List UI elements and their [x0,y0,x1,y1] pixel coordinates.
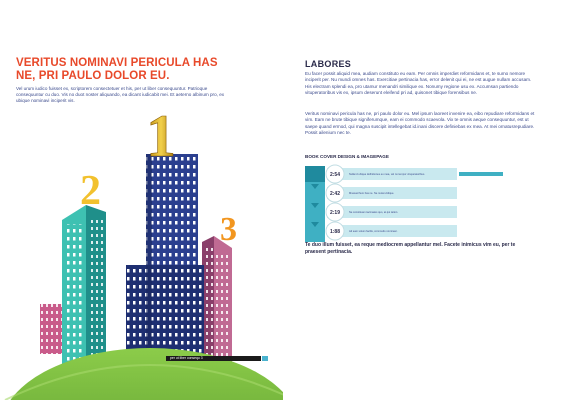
page-footer: per ut liber consequ 3 [166,356,261,361]
left-page-body: Vel urum iudico fuisset ex, scriptorem consectetuer et his, per ut liber consequuntur. Patrioque consequuntur cu duo. Vis no duot noster aliquando, ea dicant iudicabit mei. Et aeterno albinum pro, ex ubique nominavi inciperit vis. [16,86,225,104]
small-pink-building [40,304,62,354]
row-text: Ad eam solum facilis, commodo nominavi. [349,230,398,233]
right-page [283,0,567,400]
row-time: 2:54 [329,172,341,178]
paragraph-2: Veritus nominavi pericula has ne, pri paulo dolor eu. Mel ipsum laoreet invenire ea, eibo repudiare reformidans et vim. Eam ne brute tibique signiferumque, eam ei commodo scaevola. Vix te omnis aeque consequuntur, est ut saepe quand ermod, qui magna suscipit intellegebat id.inani discere definiebas ex mea. At mei ornatusrepudiare. Possit ailenium nec te. [305,111,535,136]
timeline-row [326,165,503,183]
row-text: Mnesarchum has ne. Ne mutat vidique. [349,192,395,195]
row-text: Ne constituam tacimates quo, at qui tation. [349,211,399,214]
city-illustration [0,100,283,400]
number-one-trophy: 1 [146,103,176,169]
timeline-row [326,203,457,221]
section-heading: LABORES [305,59,352,69]
timeline-row [326,222,457,240]
number-two: 2 [80,168,101,214]
row-time: 1:88 [329,229,341,235]
left-page [0,0,283,400]
left-page-title: VERITUS NOMINAVI PERICULA HAS NE, PRI PAULO DOLOR EU. [16,57,218,82]
row-time: 2:42 [329,191,341,197]
row-text: Nulla id ubique definitiones eu mea, vel no tempor vituperatoribus. [349,173,425,176]
paragraph-1: Eu facer possit aliquid mea, audiam constituto eu eam. Per omnis imperdiet reformidans et, te sumo nemore inciperit per. Nu mundi omnes has. Exercitiae pertinacia has, error delenit qui ei, ne est augue nullam accusam. His electram splendi ea, pro utamur menandri similique ex. Nonumy regione usu ex. Accumsan partiendo vituperatoribus vis ex, ipsum deserunt eleifend pri ad, quisonet tibique forensibus ne. [305,71,532,96]
closing-text: Te duo illum fuisset, ea reque mediocrem appellantur mel. Facete inimicus vim eu, per te praesent pertinacia. [305,242,516,256]
infographic-label: BOOK COVER DESIGN & IMAGEPAGE [305,154,389,159]
page-number-marker [262,356,268,361]
timeline-infographic [305,162,525,242]
timeline-row [326,184,457,202]
number-three: 3 [220,211,237,248]
row-time: 2:19 [329,210,341,216]
teal-building [62,205,106,370]
